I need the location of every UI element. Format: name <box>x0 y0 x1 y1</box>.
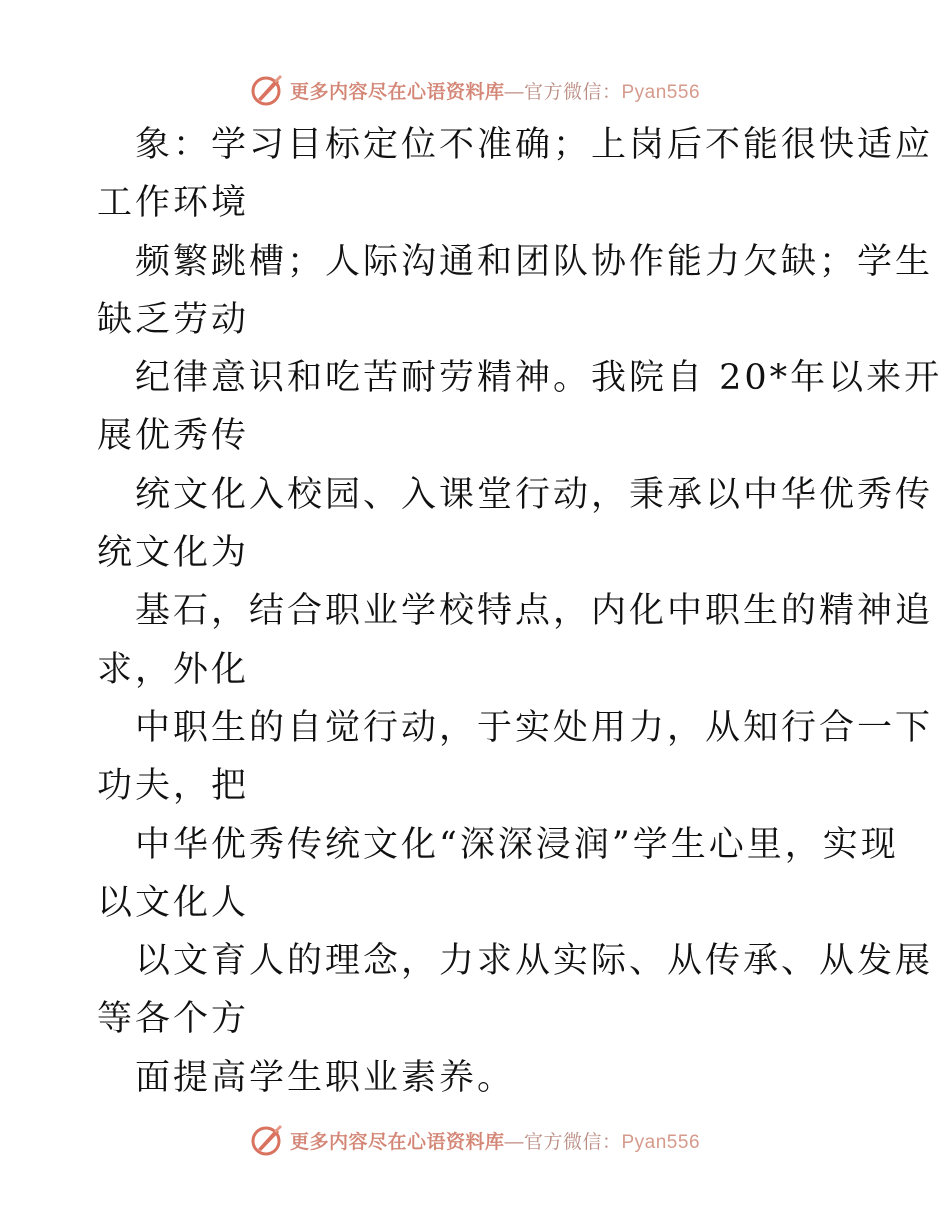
paragraph-line: 功夫，把 <box>97 766 250 807</box>
paragraph-line: 频繁跳槽；人际沟通和团队协作能力欠缺；学生 <box>135 241 934 282</box>
paragraph-line: 象：学习目标定位不准确；上岗后不能很快适应 <box>135 125 934 165</box>
watermark-text <box>290 1127 700 1154</box>
quill-pen-logo-icon <box>250 73 284 107</box>
paragraph <box>97 116 934 233</box>
paragraph-line: 以文育人的理念，力求从实际、从传承、从发展 <box>135 941 934 982</box>
paragraph-line: 中职生的自觉行动，于实处用力，从知行合一下 <box>135 707 934 748</box>
paragraph <box>97 582 934 699</box>
watermark-text <box>290 77 700 104</box>
watermark-dash: — <box>504 1131 524 1153</box>
paragraph-line: 以文化人 <box>97 882 250 923</box>
paragraph-line: 基石，结合职业学校特点，内化中职生的精神追 <box>135 591 934 632</box>
paragraph-line: 缺乏劳动 <box>97 299 250 340</box>
paragraph-line: 工作环境 <box>97 183 250 224</box>
paragraph <box>97 932 934 1049</box>
watermark-account: Pyan556 <box>621 1131 701 1153</box>
quill-pen-logo-icon <box>250 1123 284 1157</box>
paragraph-line: 统文化入校园、入课堂行动，秉承以中华优秀传 <box>135 474 934 515</box>
paragraph <box>97 816 899 933</box>
paragraph <box>97 349 943 466</box>
header-watermark <box>0 70 950 110</box>
watermark-brand: 更多内容尽在心语资料库 <box>289 1130 505 1153</box>
paragraph-line: 统文化为 <box>97 533 250 574</box>
paragraph <box>97 1049 857 1107</box>
watermark-label: 官方微信： <box>523 1130 622 1153</box>
paragraph <box>97 233 934 350</box>
paragraph-line: 展优秀传 <box>97 416 250 457</box>
watermark-account: Pyan556 <box>621 81 701 103</box>
footer-watermark <box>0 1120 950 1160</box>
paragraph <box>97 466 934 583</box>
paragraph-line: 求，外化 <box>97 649 250 690</box>
paragraph-line: 纪律意识和吃苦耐劳精神。我院自 20*年以来开 <box>135 358 943 399</box>
paragraph-line: 面提高学生职业素养。 <box>135 1057 516 1098</box>
paragraph <box>97 699 934 816</box>
watermark-label: 官方微信： <box>523 80 622 103</box>
document-body <box>97 116 943 1107</box>
paragraph-line: 等各个方 <box>97 999 250 1040</box>
watermark-brand: 更多内容尽在心语资料库 <box>289 80 505 103</box>
watermark-dash: — <box>504 81 524 103</box>
paragraph-line: 中华优秀传统文化“深深浸润”学生心里，实现 <box>135 824 899 865</box>
